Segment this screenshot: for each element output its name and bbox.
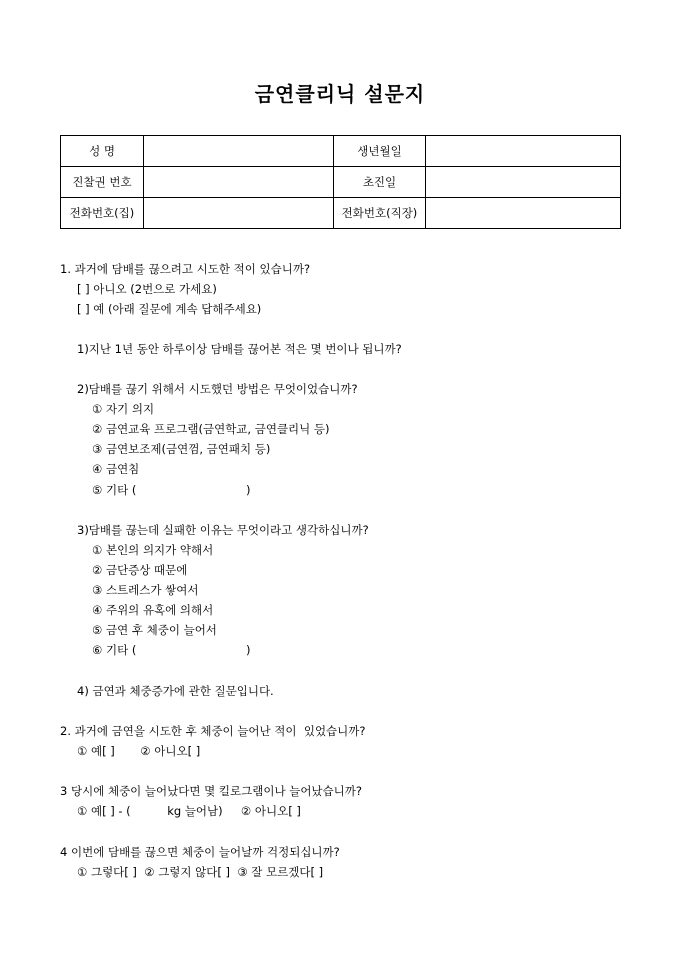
q1-option-no[interactable]: [ ] 아니오 (2번으로 가세요) bbox=[77, 282, 217, 296]
q1-sub2-option[interactable]: ③ 금연보조제(금연껌, 금연패치 등) bbox=[92, 442, 271, 456]
q1-sub3-option[interactable]: ⑤ 금연 후 체중이 늘어서 bbox=[92, 623, 217, 637]
q1-option-yes[interactable]: [ ] 예 (아래 질문에 계속 답해주세요) bbox=[77, 302, 262, 316]
q1-sub3-option[interactable]: ⑥ 기타 ( ) bbox=[92, 643, 251, 657]
q1-sub2-option[interactable]: ⑤ 기타 ( ) bbox=[92, 483, 251, 497]
q2-question: 2. 과거에 금연을 시도한 후 체중이 늘어난 적이 있었습니까? bbox=[60, 724, 366, 738]
q3-question: 3 당시에 체중이 늘어났다면 몇 킬로그램이나 늘어났습니까? bbox=[60, 784, 362, 798]
q1-sub3-option[interactable]: ③ 스트레스가 쌓여서 bbox=[92, 583, 199, 597]
q1-sub3-option[interactable]: ① 본인의 의지가 약해서 bbox=[92, 543, 214, 557]
q1-sub3-option[interactable]: ④ 주위의 유혹에 의해서 bbox=[92, 603, 214, 617]
q3-options[interactable]: ① 예[ ] - ( kg 늘어남) ② 아니오[ ] bbox=[77, 804, 301, 818]
birth-date-label: 생년월일 bbox=[334, 136, 426, 167]
work-phone-label: 전화번호(직장) bbox=[334, 198, 426, 229]
birth-date-field[interactable] bbox=[426, 136, 621, 167]
name-field[interactable] bbox=[144, 136, 334, 167]
card-number-label: 진찰권 번호 bbox=[61, 167, 144, 198]
q1-sub1-question: 1)지난 1년 동안 하루이상 담배를 끊어본 적은 몇 번이나 됩니까? bbox=[77, 342, 402, 356]
q4-options[interactable]: ① 그렇다[ ] ② 그렇지 않다[ ] ③ 잘 모르겠다[ ] bbox=[77, 865, 324, 879]
q1-sub4-heading: 4) 금연과 체중증가에 관한 질문입니다. bbox=[77, 684, 274, 698]
q1-sub2-option[interactable]: ④ 금연침 bbox=[92, 462, 140, 476]
patient-info-table bbox=[60, 135, 621, 229]
card-number-field[interactable] bbox=[144, 167, 334, 198]
q1-question: 1. 과거에 담배를 끊으려고 시도한 적이 있습니까? bbox=[60, 262, 311, 276]
home-phone-field[interactable] bbox=[144, 198, 334, 229]
work-phone-field[interactable] bbox=[426, 198, 621, 229]
q2-options[interactable]: ① 예[ ] ② 아니오[ ] bbox=[77, 744, 201, 758]
home-phone-label: 전화번호(집) bbox=[61, 198, 144, 229]
page-title: 금연클리닉 설문지 bbox=[254, 82, 426, 106]
q1-sub3-option[interactable]: ② 금단증상 때문에 bbox=[92, 563, 188, 577]
q1-sub3-question: 3)담배를 끊는데 실패한 이유는 무엇이라고 생각하십니까? bbox=[77, 523, 369, 537]
q1-sub2-question: 2)담배를 끊기 위해서 시도했던 방법은 무엇이었습니까? bbox=[77, 382, 358, 396]
first-visit-field[interactable] bbox=[426, 167, 621, 198]
q1-sub2-option[interactable]: ① 자기 의지 bbox=[92, 402, 155, 416]
q1-sub2-option[interactable]: ② 금연교육 프로그램(금연학교, 금연클리닉 등) bbox=[92, 422, 330, 436]
name-label: 성 명 bbox=[61, 136, 144, 167]
q4-question: 4 이번에 담배를 끊으면 체중이 늘어날까 걱정되십니까? bbox=[60, 845, 340, 859]
first-visit-label: 초진일 bbox=[334, 167, 426, 198]
